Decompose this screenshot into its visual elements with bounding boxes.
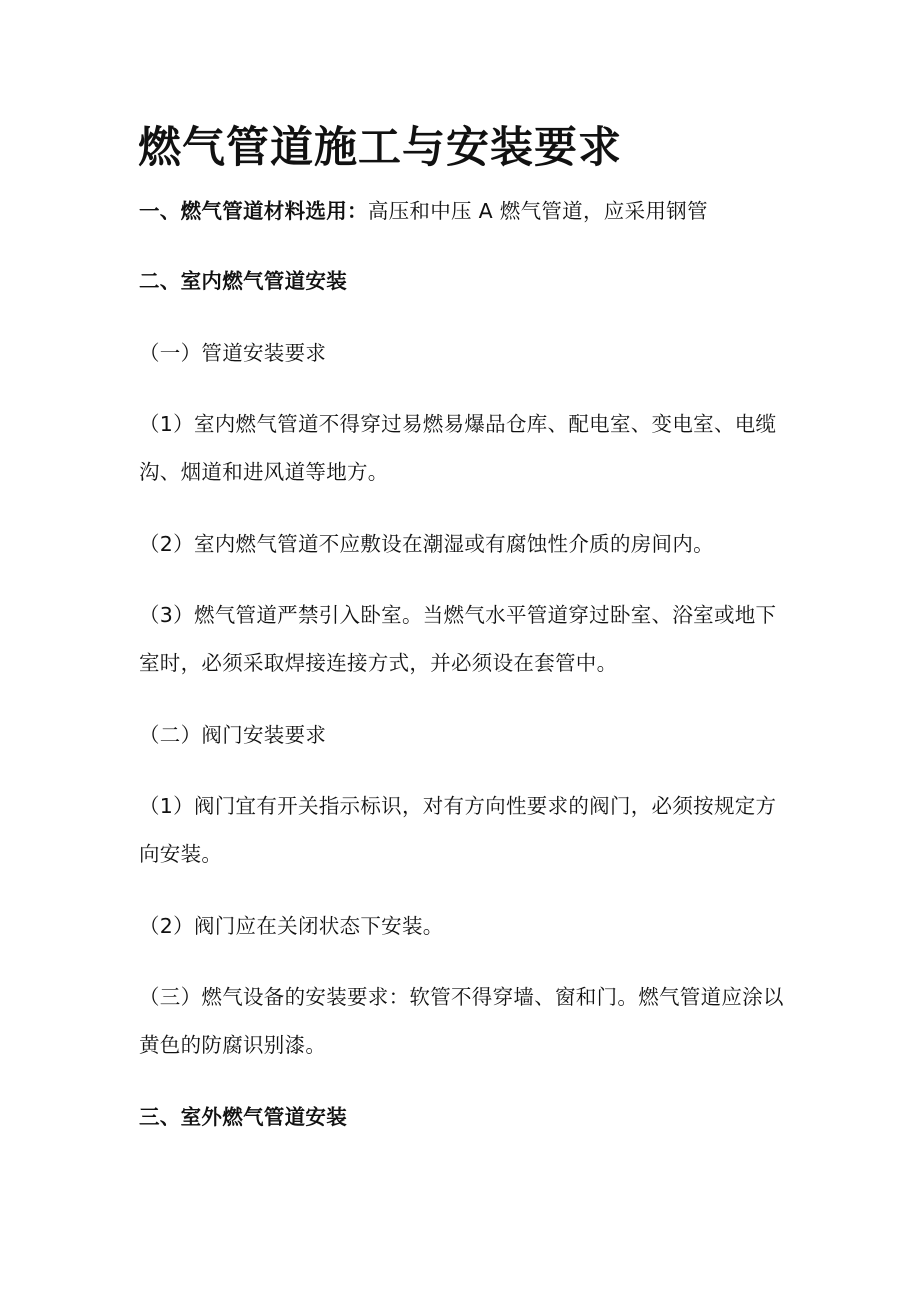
outdoor-installation-heading: 三、室外燃气管道安装 bbox=[139, 1105, 347, 1129]
material-selection-paragraph bbox=[139, 187, 799, 236]
equipment-installation-line-2: 黄色的防腐识别漆。 bbox=[139, 1033, 327, 1057]
material-selection-heading: 一、燃气管道材料选用： bbox=[139, 199, 368, 223]
pipe-item-1-line-2: 沟、烟道和进风道等地方。 bbox=[139, 460, 389, 484]
document-title: 燃气管道施工与安装要求 bbox=[138, 123, 622, 173]
material-selection-text: 高压和中压 A 燃气管道，应采用钢管 bbox=[367, 199, 708, 223]
indoor-installation-heading: 二、室内燃气管道安装 bbox=[139, 269, 347, 293]
pipe-item-1-line-1: （1）室内燃气管道不得穿过易燃易爆品仓库、配电室、变电室、电缆 bbox=[139, 412, 777, 436]
pipe-item-2: （2）室内燃气管道不应敷设在潮湿或有腐蚀性介质的房间内。 bbox=[139, 532, 714, 556]
valve-item-2: （2）阀门应在关闭状态下安装。 bbox=[139, 914, 444, 938]
pipe-item-3-line-1: （3）燃气管道严禁引入卧室。当燃气水平管道穿过卧室、浴室或地下 bbox=[139, 603, 777, 627]
valve-item-1-line-2: 向安装。 bbox=[139, 842, 223, 866]
pipe-item-3-line-2: 室时，必须采取焊接连接方式，并必须设在套管中。 bbox=[139, 651, 618, 675]
equipment-installation-line-1: （三）燃气设备的安装要求：软管不得穿墙、窗和门。燃气管道应涂以 bbox=[139, 985, 784, 1009]
valve-item-1-line-1: （1）阀门宜有开关指示标识，对有方向性要求的阀门，必须按规定方 bbox=[139, 794, 777, 818]
pipe-installation-subheading: （一）管道安装要求 bbox=[139, 341, 327, 365]
valve-installation-subheading: （二）阀门安装要求 bbox=[139, 723, 327, 747]
